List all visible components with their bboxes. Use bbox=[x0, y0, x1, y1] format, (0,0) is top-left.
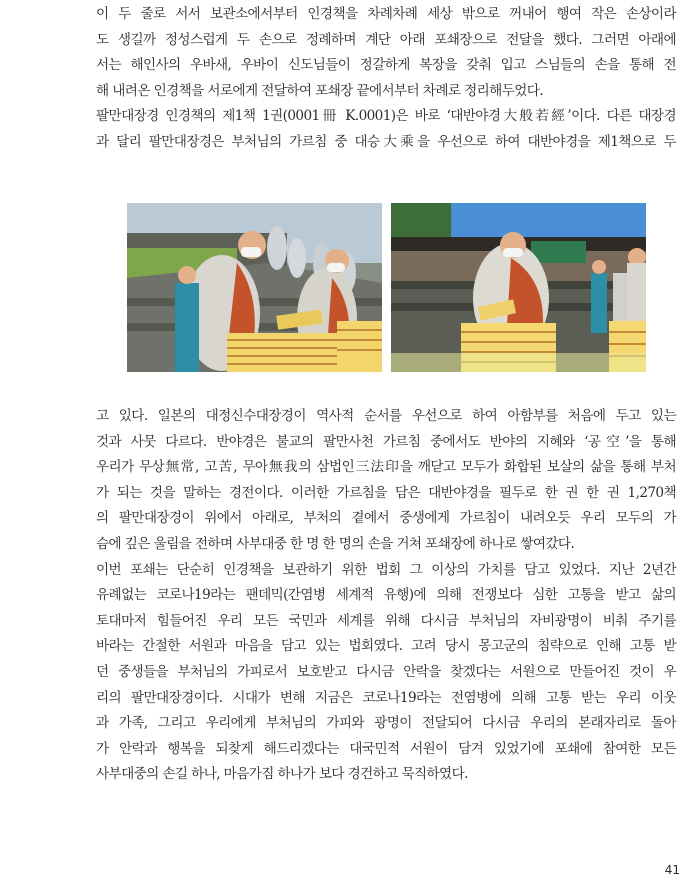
text-line: 리의 팔만대장경이다. 시대가 변해 지금은 코로나19라는 전염병에 의해 고통 받는 우리 이웃 bbox=[96, 689, 676, 706]
photo-monks-stacking-books bbox=[127, 203, 382, 372]
text-line: 의 팔만대장경이 위에서 아래로, 부처의 곁에서 중생에게 가르침이 내려오듯 우리 모두의 가 bbox=[96, 510, 676, 527]
text-line: 토대마저 힘들어진 우리 모든 국민과 세계를 위해 다시금 부처님의 자비광명이 비춰 주기를 bbox=[96, 612, 676, 629]
text-line: 고 있다. 일본의 대정신수대장경이 역사적 순서를 우선으로 하여 아함부를 처음에 두고 있는 bbox=[96, 408, 676, 424]
page-number: 41 bbox=[664, 863, 680, 877]
text-line: 던 중생들을 부처님의 가피로서 보호받고 다시금 안락을 찾겠다는 서원으로 만들어진 것이 우 bbox=[96, 663, 676, 680]
photo-monk-arranging-books bbox=[391, 203, 646, 372]
text-line: 사부대중의 손길 하나, 마음가짐 하나가 보다 경건하고 묵직하였다. bbox=[96, 766, 468, 783]
text-line: 이번 포쇄는 단순히 인경책을 보관하기 위한 법회 그 이상의 가치를 담고 있었다. 지난 2년간 bbox=[96, 561, 676, 578]
text-line: 우리가 무상無常, 고苦, 무아無我의 삼법인三法印을 깨닫고 모두가 화합된 보살의 삶을 통해 부처 bbox=[96, 459, 676, 476]
text-line: 해 내려온 인경책을 서로에게 전달하여 포쇄장 끝에서부터 차례로 정리해두었다. bbox=[96, 82, 544, 99]
text-line: 서는 해인사의 우바새, 우바이 신도님들이 정갈하게 복장을 갖춰 입고 스님들의 손을 통해 전 bbox=[96, 57, 676, 74]
text-line: 가 되는 것을 말하는 경전이다. 이러한 가르침을 담은 대반야경을 필두로 한 권 한 권 1,270책 bbox=[96, 484, 676, 501]
text-line: 과 가족, 그리고 우리에게 부처님의 가피와 광명이 전달되어 다시금 우리의 본래자리로 돌아 bbox=[96, 715, 676, 732]
text-line: 바라는 간절한 서원과 마음을 담고 있는 법회였다. 고려 당시 몽고군의 침략으로 인해 고통 받 bbox=[96, 638, 676, 655]
text-line: 도 생길까 정성스럽게 두 손으로 정례하며 계단 아래 포쇄장으로 전달을 했다. 그러면 아래에 bbox=[96, 31, 676, 48]
text-line: 과 달리 팔만대장경은 부처님의 가르침 중 대승大乘을 우선으로 하여 대반야경을 제1책으로 두 bbox=[96, 133, 676, 150]
article-top-text bbox=[96, 2, 676, 156]
text-line: 유례없는 코로나19라는 팬데믹(간염병 세계적 유행)에 의해 전쟁보다 심한 고통을 받고 삶의 bbox=[96, 587, 676, 604]
text-line: 이 두 줄로 서서 보관소에서부터 인경책을 차례차례 세상 밖으로 꺼내어 행여 작은 손상이라 bbox=[96, 6, 676, 22]
text-line: 것과 사뭇 다르다. 반야경은 불교의 팔만사천 가르침 중에서도 반야의 지혜와 ‘공空’을 통해 bbox=[96, 433, 676, 450]
text-line: 슴에 깊은 울림을 전하며 사부대중 한 명 한 명의 손을 거쳐 포쇄장에 하나로 쌓여갔다. bbox=[96, 535, 575, 552]
text-line: 팔만대장경 인경책의 제1책 1권(0001冊 K.0001)은 바로 ‘대반야경大般若經’이다. 다른 대장경 bbox=[96, 108, 676, 125]
article-bottom-text bbox=[96, 404, 676, 788]
text-line: 가 안락과 행복을 되찾게 해드리겠다는 대국민적 서원이 담겨 있었기에 포쇄에 참여한 모든 bbox=[96, 740, 676, 757]
